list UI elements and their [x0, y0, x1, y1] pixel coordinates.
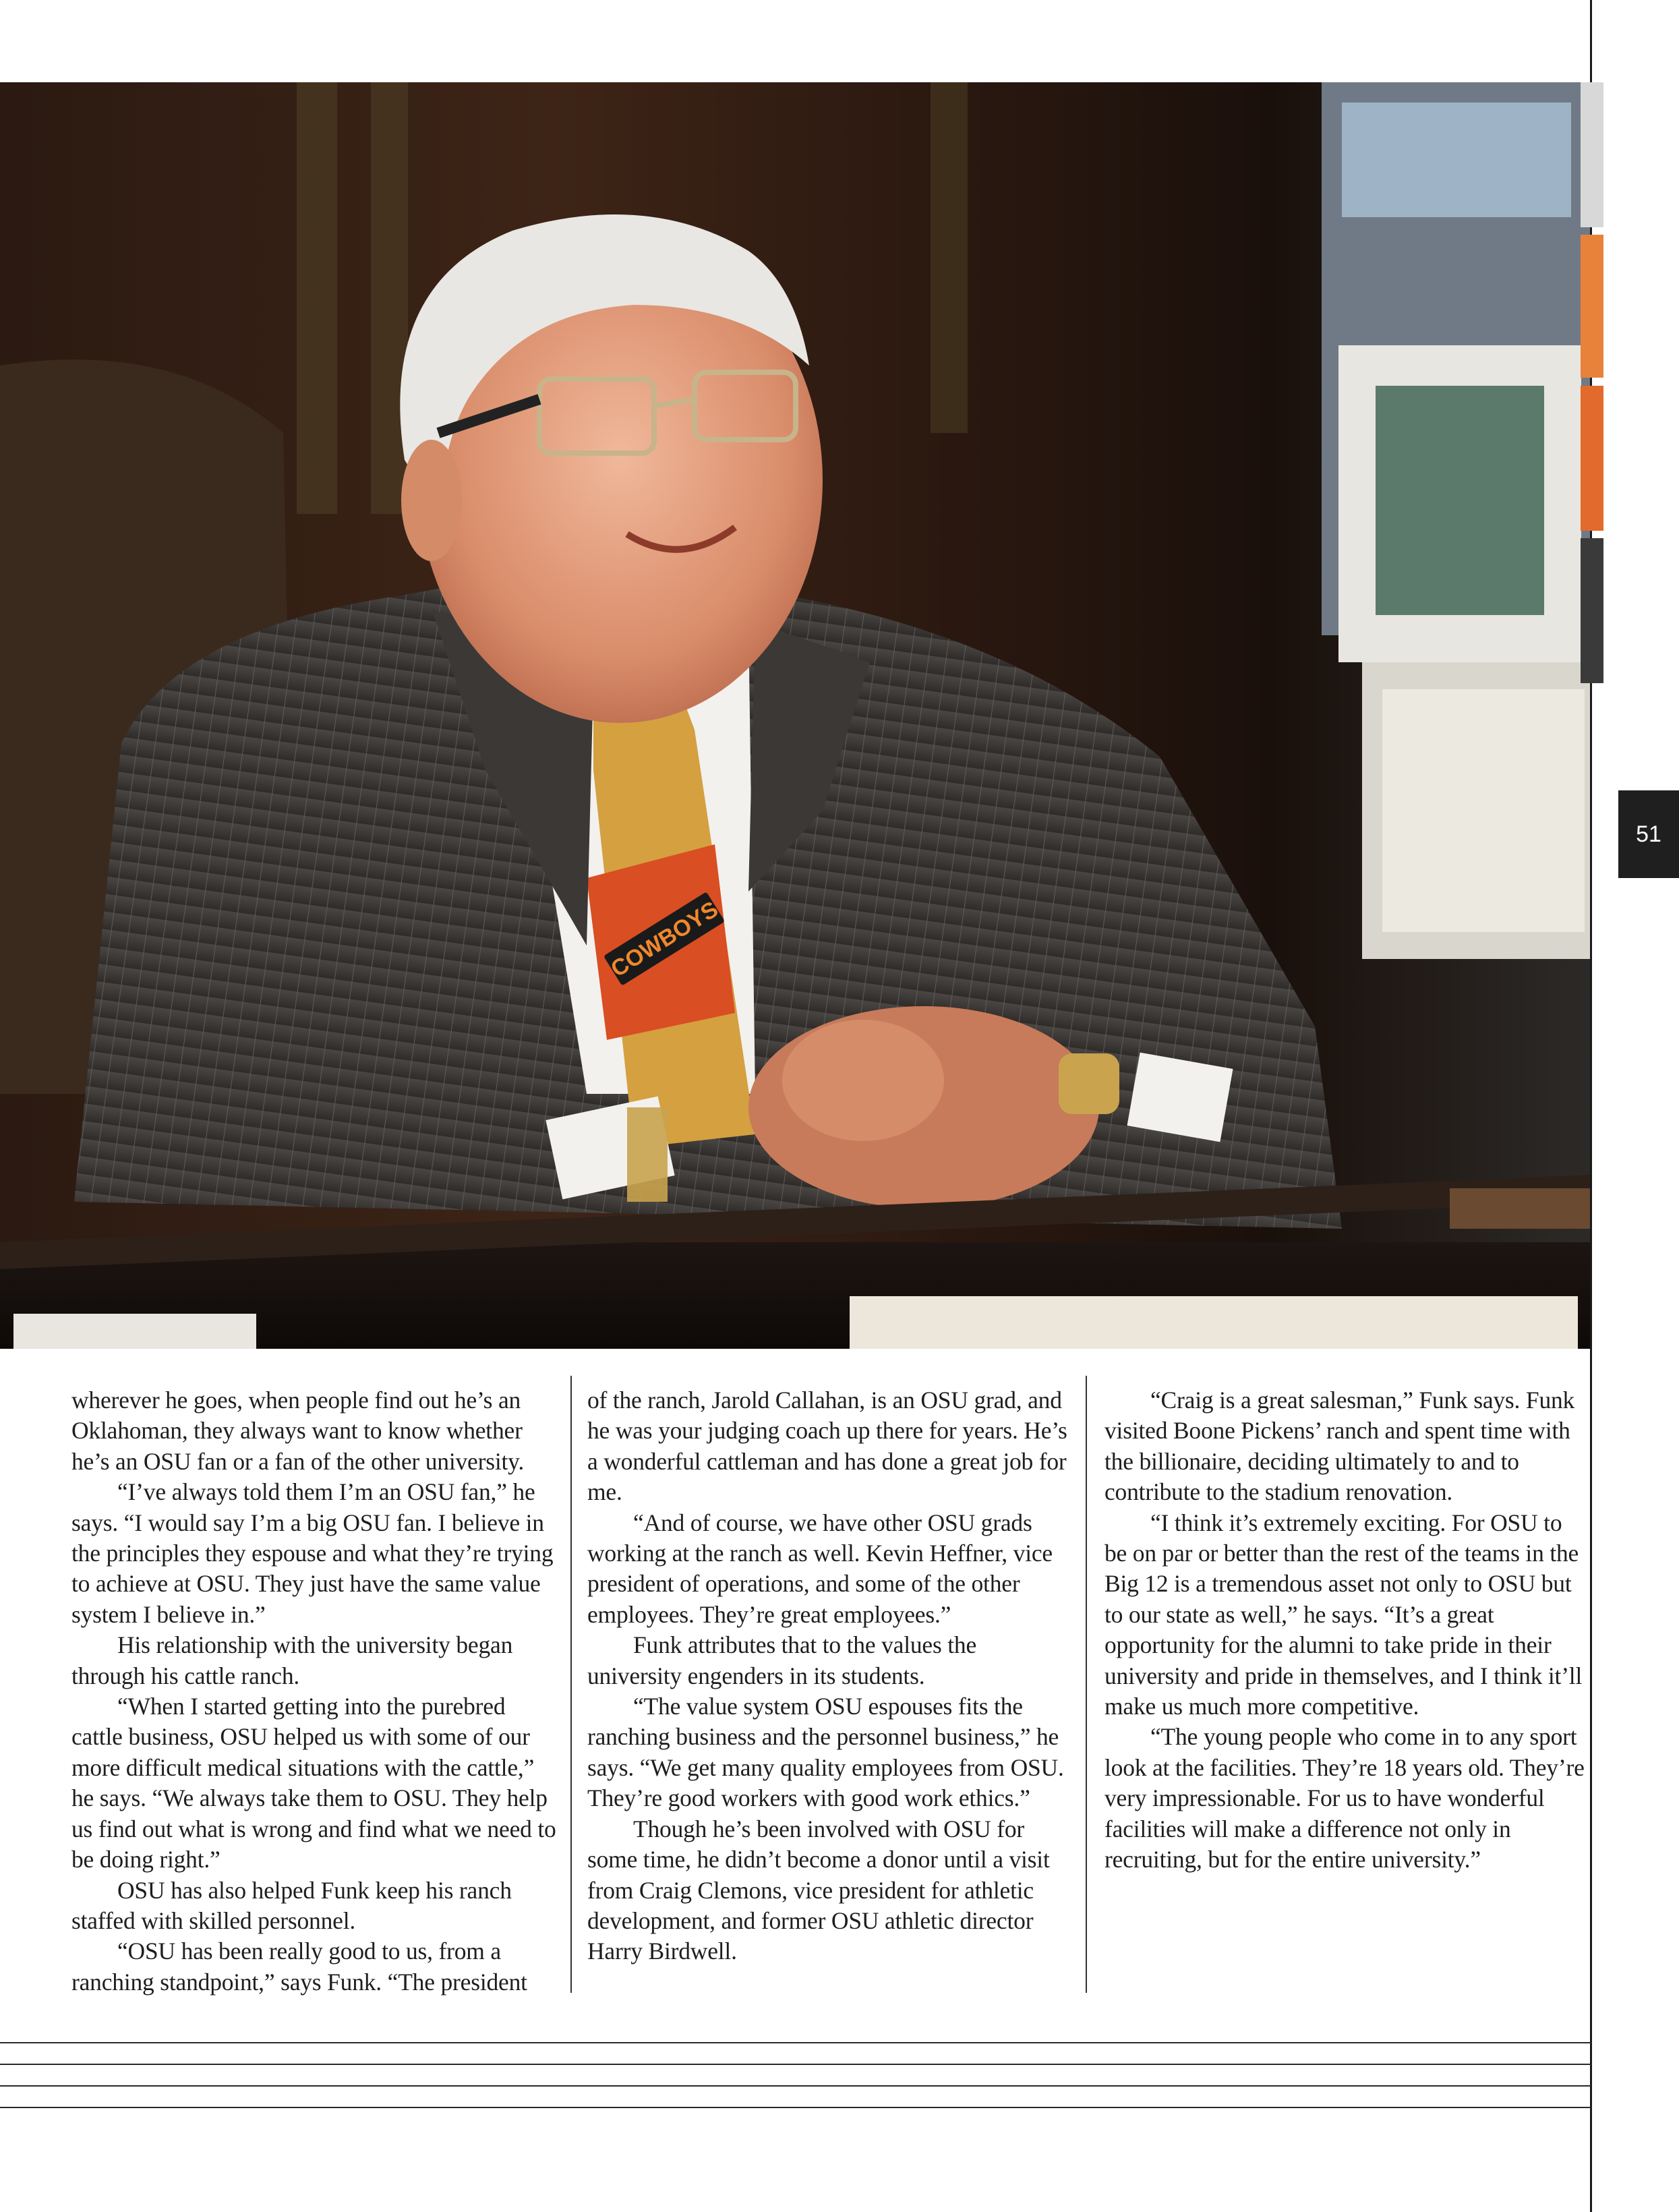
paragraph: wherever he goes, when people find out he’s an Oklahoman, they always want to know whether he’s an OSU fan or a fan of the other university.: [71, 1387, 525, 1475]
paragraph: “The value system OSU espouses fits the ranching business and the personnel business,” he says. “We get many quality employees from OSU. They’re good workers with good work ethics.”: [587, 1693, 1064, 1812]
portrait-illustration: [0, 82, 1591, 1349]
section-tab-orange-1: [1581, 235, 1603, 378]
article-photo: [0, 82, 1591, 1349]
article-column-1: [71, 1385, 557, 1998]
tie-logo-text: COWBOYS: [606, 896, 723, 983]
paragraph: His relationship with the university began through his cattle ranch.: [71, 1631, 513, 1689]
section-tab-gray: [1581, 82, 1603, 227]
paragraph: “I’ve always told them I’m an OSU fan,” he says. “I would say I’m a big OSU fan. I believe in the principles they espouse and what they’re trying to achieve at OSU. They just have the same value system I believe in.”: [71, 1478, 554, 1628]
section-tab-dark: [1581, 538, 1603, 683]
footer-rule-3: [0, 2085, 1591, 2087]
paragraph: “I think it’s extremely exciting. For OSU to be on par or better than the rest of the teams in the Big 12 is a tremendous asset not only to OSU but to our state as well,” he says. “It’s a great opportunity for the alumni to take pride in their university and pride in themselves, and I think it’ll make us much more competitive.: [1104, 1509, 1583, 1720]
column-divider-1: [570, 1376, 572, 1993]
page-number: 51: [1618, 790, 1679, 878]
paragraph: “And of course, we have other OSU grads working at the ranch as well. Kevin Heffner, vice president of operations, and some of the other employees. They’re great employees.”: [587, 1509, 1053, 1628]
paragraph: Though he’s been involved with OSU for some time, he didn’t become a donor until a visit from Craig Clemons, vice president for athletic development, and former OSU athletic director Harry Birdwell.: [587, 1815, 1050, 1965]
footer-rule-2: [0, 2064, 1591, 2065]
paragraph: OSU has also helped Funk keep his ranch staffed with skilled personnel.: [71, 1876, 512, 1934]
paragraph: “The young people who come in to any sport look at the facilities. They’re 18 years old. They’re very impressionable. For us to have wonderful facilities will make a difference not only in recruiting, but for the entire university.”: [1104, 1723, 1585, 1873]
section-tab-orange-2: [1581, 386, 1603, 531]
paragraph: “OSU has been really good to us, from a ranching standpoint,” says Funk. “The president: [71, 1938, 527, 1996]
paragraph: Funk attributes that to the values the university engenders in its students.: [587, 1631, 977, 1689]
paragraph: of the ranch, Jarold Callahan, is an OSU grad, and he was your judging coach up there for years. He’s a wonderful cattleman and has done a great job for me.: [587, 1387, 1067, 1506]
footer-rule-1: [0, 2042, 1591, 2043]
paragraph: “Craig is a great salesman,” Funk says. Funk visited Boone Pickens’ ranch and spent time with the billionaire, deciding ultimately to and to contribute to the stadium renovation.: [1104, 1387, 1575, 1506]
article-column-2: [587, 1385, 1073, 1967]
article-column-3: [1104, 1385, 1590, 1875]
footer-rule-4: [0, 2107, 1591, 2108]
column-divider-2: [1086, 1376, 1087, 1993]
paragraph: “When I started getting into the purebred cattle business, OSU helped us with some of our more difficult medical situations with the cattle,” he says. “We always take them to OSU. They help us find out what is wrong and find what we need to be doing right.”: [71, 1693, 556, 1873]
